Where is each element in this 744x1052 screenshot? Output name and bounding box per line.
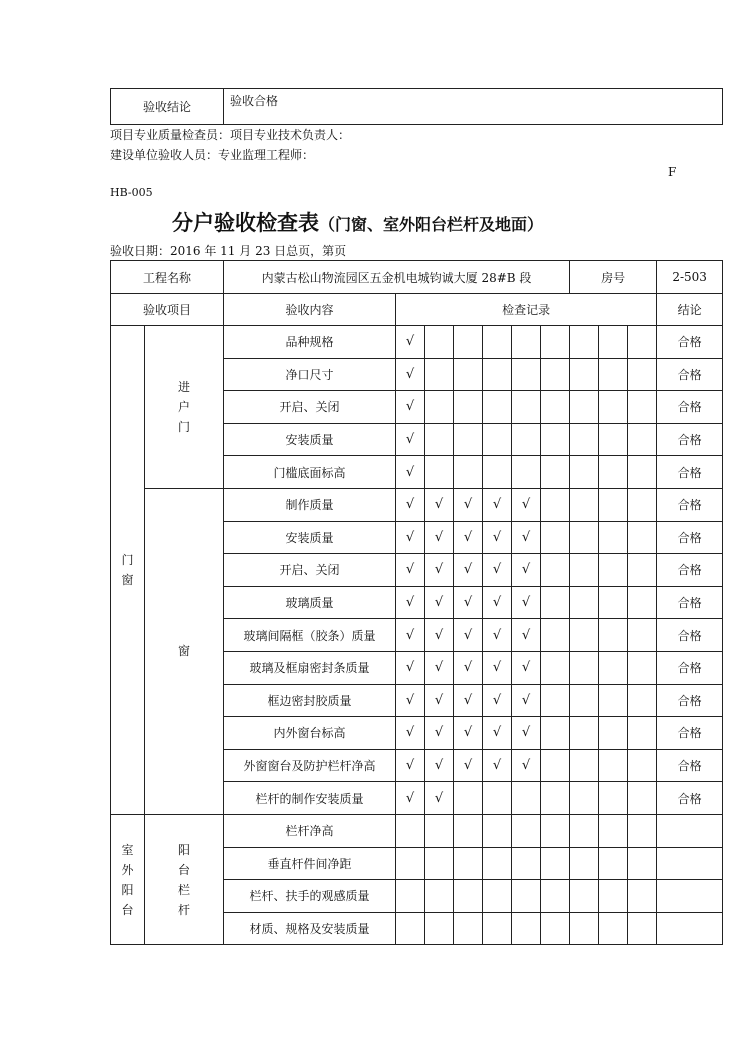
- row-result: [657, 880, 723, 913]
- check-cell: [599, 521, 628, 554]
- check-cell: √: [483, 684, 512, 717]
- check-cell: √: [483, 488, 512, 521]
- check-cell: [628, 326, 657, 359]
- row-result: 合格: [657, 619, 723, 652]
- check-cell: √: [425, 586, 454, 619]
- check-cell: [570, 880, 599, 913]
- check-cell: √: [483, 586, 512, 619]
- check-cell: √: [396, 651, 425, 684]
- check-cell: [570, 847, 599, 880]
- subgroup-entry-door: [145, 326, 224, 489]
- check-cell: [396, 814, 425, 847]
- check-cell: [512, 847, 541, 880]
- check-cell: [425, 456, 454, 489]
- table-row: [111, 814, 723, 847]
- check-cell: √: [425, 651, 454, 684]
- check-cell: [425, 358, 454, 391]
- check-cell: √: [396, 358, 425, 391]
- check-cell: [599, 586, 628, 619]
- subgroup-entry-door-label: 进户门: [177, 379, 190, 434]
- check-cell: [512, 456, 541, 489]
- table-row: [111, 488, 723, 521]
- check-cell: [483, 912, 512, 945]
- col-header-result: 结论: [657, 294, 723, 326]
- row-result: 合格: [657, 391, 723, 424]
- check-cell: [512, 880, 541, 913]
- summary-table: [110, 88, 723, 125]
- check-cell: [570, 391, 599, 424]
- check-cell: [628, 880, 657, 913]
- check-cell: [483, 326, 512, 359]
- check-cell: [541, 880, 570, 913]
- check-cell: √: [396, 456, 425, 489]
- check-cell: √: [425, 619, 454, 652]
- check-cell: [628, 717, 657, 750]
- row-content: 开启、关闭: [224, 554, 396, 587]
- check-cell: [628, 814, 657, 847]
- check-cell: √: [454, 749, 483, 782]
- check-cell: √: [512, 619, 541, 652]
- group-door-window-label: 门窗: [121, 552, 134, 587]
- row-result: [657, 912, 723, 945]
- check-cell: [541, 391, 570, 424]
- check-cell: √: [454, 684, 483, 717]
- check-cell: [512, 358, 541, 391]
- room-value: 2-503: [657, 261, 723, 294]
- check-cell: √: [425, 488, 454, 521]
- check-cell: √: [483, 554, 512, 587]
- check-cell: [454, 847, 483, 880]
- check-cell: [599, 488, 628, 521]
- row-content: 垂直杆件间净距: [224, 847, 396, 880]
- row-content: 玻璃及框扇密封条质量: [224, 651, 396, 684]
- check-cell: [512, 423, 541, 456]
- check-cell: [599, 880, 628, 913]
- check-cell: [425, 814, 454, 847]
- row-result: 合格: [657, 749, 723, 782]
- check-cell: √: [512, 554, 541, 587]
- check-cell: √: [396, 521, 425, 554]
- page-title: [172, 207, 543, 237]
- check-cell: [570, 488, 599, 521]
- row-content: 制作质量: [224, 488, 396, 521]
- check-cell: [628, 651, 657, 684]
- row-content: 品种规格: [224, 326, 396, 359]
- check-cell: [628, 619, 657, 652]
- check-cell: √: [512, 488, 541, 521]
- title-sub: （门窗、室外阳台栏杆及地面）: [319, 215, 544, 234]
- check-cell: √: [512, 521, 541, 554]
- check-cell: √: [396, 423, 425, 456]
- check-cell: √: [396, 586, 425, 619]
- subgroup-balcony-railing: [145, 814, 224, 944]
- check-cell: [570, 782, 599, 815]
- check-cell: √: [483, 749, 512, 782]
- check-cell: [599, 749, 628, 782]
- check-cell: √: [425, 521, 454, 554]
- group-door-window: [111, 326, 145, 815]
- check-cell: [541, 586, 570, 619]
- check-cell: [454, 326, 483, 359]
- table-row: [111, 326, 723, 359]
- check-cell: [628, 586, 657, 619]
- check-cell: [396, 880, 425, 913]
- check-cell: [628, 912, 657, 945]
- row-result: 合格: [657, 651, 723, 684]
- row-content: 玻璃质量: [224, 586, 396, 619]
- check-cell: √: [396, 749, 425, 782]
- check-cell: √: [396, 554, 425, 587]
- row-content: 栏杆净高: [224, 814, 396, 847]
- row-result: 合格: [657, 358, 723, 391]
- check-cell: √: [483, 717, 512, 750]
- check-cell: [570, 456, 599, 489]
- check-cell: [483, 456, 512, 489]
- row-content: 内外窗台标高: [224, 717, 396, 750]
- row-result: 合格: [657, 326, 723, 359]
- check-cell: [570, 651, 599, 684]
- row-result: 合格: [657, 521, 723, 554]
- check-cell: [599, 326, 628, 359]
- check-cell: [425, 391, 454, 424]
- check-cell: [454, 391, 483, 424]
- check-cell: [483, 782, 512, 815]
- summary-label: 验收结论: [111, 89, 224, 125]
- check-cell: [570, 814, 599, 847]
- check-cell: [570, 554, 599, 587]
- check-cell: [425, 912, 454, 945]
- project-value: 内蒙古松山物流园区五金机电城钧诚大厦 28#B 段: [224, 261, 570, 294]
- check-cell: [541, 782, 570, 815]
- check-cell: [628, 358, 657, 391]
- check-cell: √: [454, 619, 483, 652]
- check-cell: [541, 684, 570, 717]
- check-cell: [541, 651, 570, 684]
- check-cell: [541, 814, 570, 847]
- check-cell: [599, 651, 628, 684]
- check-cell: [570, 326, 599, 359]
- check-cell: [541, 847, 570, 880]
- check-cell: [628, 456, 657, 489]
- subgroup-window-label: 窗: [177, 644, 190, 659]
- check-cell: [628, 488, 657, 521]
- row-result: [657, 814, 723, 847]
- check-cell: [599, 814, 628, 847]
- check-cell: [541, 423, 570, 456]
- check-cell: [570, 749, 599, 782]
- check-cell: [425, 847, 454, 880]
- check-cell: [425, 326, 454, 359]
- room-label: 房号: [570, 261, 657, 294]
- row-content: 栏杆、扶手的观感质量: [224, 880, 396, 913]
- check-cell: √: [454, 651, 483, 684]
- check-cell: [541, 456, 570, 489]
- check-cell: √: [396, 619, 425, 652]
- row-result: 合格: [657, 782, 723, 815]
- row-content: 栏杆的制作安装质量: [224, 782, 396, 815]
- check-cell: [541, 554, 570, 587]
- check-cell: [512, 391, 541, 424]
- check-cell: [454, 782, 483, 815]
- check-cell: [628, 847, 657, 880]
- check-cell: [570, 358, 599, 391]
- group-outdoor-balcony: [111, 814, 145, 944]
- check-cell: √: [454, 717, 483, 750]
- check-cell: [454, 423, 483, 456]
- check-cell: [541, 358, 570, 391]
- check-cell: [628, 749, 657, 782]
- check-cell: √: [454, 586, 483, 619]
- check-cell: √: [512, 717, 541, 750]
- check-cell: [454, 814, 483, 847]
- check-cell: [483, 423, 512, 456]
- check-cell: [541, 912, 570, 945]
- check-cell: [483, 847, 512, 880]
- check-cell: [599, 456, 628, 489]
- col-header-item: 验收项目: [111, 294, 224, 326]
- check-cell: √: [425, 782, 454, 815]
- row-result: 合格: [657, 456, 723, 489]
- check-cell: √: [483, 619, 512, 652]
- check-cell: [599, 717, 628, 750]
- row-result: 合格: [657, 488, 723, 521]
- check-cell: [541, 488, 570, 521]
- check-cell: √: [425, 554, 454, 587]
- title-main: 分户验收检查表: [172, 210, 319, 235]
- row-content: 净口尺寸: [224, 358, 396, 391]
- signoff-line-2: 建设单位验收人员：专业监理工程师：: [110, 148, 315, 162]
- check-cell: [483, 358, 512, 391]
- check-cell: [425, 880, 454, 913]
- col-header-record: 检查记录: [396, 294, 657, 326]
- summary-value: 验收合格: [224, 89, 723, 125]
- check-cell: √: [396, 717, 425, 750]
- check-cell: [454, 358, 483, 391]
- row-content: 框边密封胶质量: [224, 684, 396, 717]
- check-cell: √: [512, 749, 541, 782]
- check-cell: [628, 423, 657, 456]
- check-cell: [570, 619, 599, 652]
- check-cell: [599, 391, 628, 424]
- row-content: 外窗窗台及防护栏杆净高: [224, 749, 396, 782]
- check-cell: [454, 912, 483, 945]
- check-cell: [599, 684, 628, 717]
- subgroup-balcony-railing-label: 阳台栏杆: [177, 842, 190, 917]
- check-cell: [425, 423, 454, 456]
- signoff-line-1: 项目专业质量检查员：项目专业技术负责人：: [110, 128, 351, 142]
- check-cell: [628, 521, 657, 554]
- group-outdoor-balcony-label: 室外阳台: [121, 842, 134, 917]
- date-line: 验收日期：2016 年 11 月 23 日总页，第页: [110, 244, 347, 258]
- check-cell: [483, 880, 512, 913]
- check-cell: √: [425, 717, 454, 750]
- check-cell: √: [454, 488, 483, 521]
- check-cell: √: [425, 684, 454, 717]
- check-cell: [541, 619, 570, 652]
- check-cell: [512, 912, 541, 945]
- row-result: 合格: [657, 684, 723, 717]
- row-result: 合格: [657, 554, 723, 587]
- check-cell: [599, 423, 628, 456]
- check-cell: [541, 717, 570, 750]
- doc-code: HB-005: [110, 186, 153, 199]
- row-content: 门槛底面标高: [224, 456, 396, 489]
- check-cell: [570, 423, 599, 456]
- inspection-table: [110, 260, 723, 945]
- check-cell: [512, 326, 541, 359]
- subgroup-window: [145, 488, 224, 814]
- check-cell: √: [512, 586, 541, 619]
- check-cell: [541, 521, 570, 554]
- check-cell: √: [483, 521, 512, 554]
- check-cell: [628, 554, 657, 587]
- row-result: 合格: [657, 717, 723, 750]
- check-cell: [396, 847, 425, 880]
- row-content: 材质、规格及安装质量: [224, 912, 396, 945]
- check-cell: √: [454, 554, 483, 587]
- check-cell: √: [396, 782, 425, 815]
- check-cell: [599, 782, 628, 815]
- check-cell: [541, 749, 570, 782]
- check-cell: [628, 684, 657, 717]
- check-cell: [599, 554, 628, 587]
- check-cell: [570, 684, 599, 717]
- check-cell: [483, 391, 512, 424]
- marker-f: F: [668, 165, 677, 179]
- check-cell: √: [396, 488, 425, 521]
- row-result: 合格: [657, 423, 723, 456]
- check-cell: [512, 814, 541, 847]
- check-cell: [599, 847, 628, 880]
- check-cell: [570, 586, 599, 619]
- row-result: 合格: [657, 586, 723, 619]
- row-content: 开启、关闭: [224, 391, 396, 424]
- check-cell: [454, 880, 483, 913]
- check-cell: [541, 326, 570, 359]
- check-cell: [483, 814, 512, 847]
- check-cell: [454, 456, 483, 489]
- project-label: 工程名称: [111, 261, 224, 294]
- check-cell: [599, 358, 628, 391]
- check-cell: √: [396, 391, 425, 424]
- check-cell: [570, 521, 599, 554]
- row-content: 安装质量: [224, 521, 396, 554]
- check-cell: [599, 619, 628, 652]
- check-cell: √: [425, 749, 454, 782]
- row-content: 安装质量: [224, 423, 396, 456]
- row-content: 玻璃间隔框（胶条）质量: [224, 619, 396, 652]
- row-result: [657, 847, 723, 880]
- check-cell: √: [483, 651, 512, 684]
- check-cell: √: [396, 684, 425, 717]
- check-cell: [512, 782, 541, 815]
- check-cell: √: [512, 684, 541, 717]
- check-cell: [570, 912, 599, 945]
- check-cell: [570, 717, 599, 750]
- check-cell: √: [512, 651, 541, 684]
- check-cell: √: [396, 326, 425, 359]
- check-cell: [628, 782, 657, 815]
- check-cell: [396, 912, 425, 945]
- check-cell: √: [454, 521, 483, 554]
- check-cell: [628, 391, 657, 424]
- check-cell: [599, 912, 628, 945]
- col-header-content: 验收内容: [224, 294, 396, 326]
